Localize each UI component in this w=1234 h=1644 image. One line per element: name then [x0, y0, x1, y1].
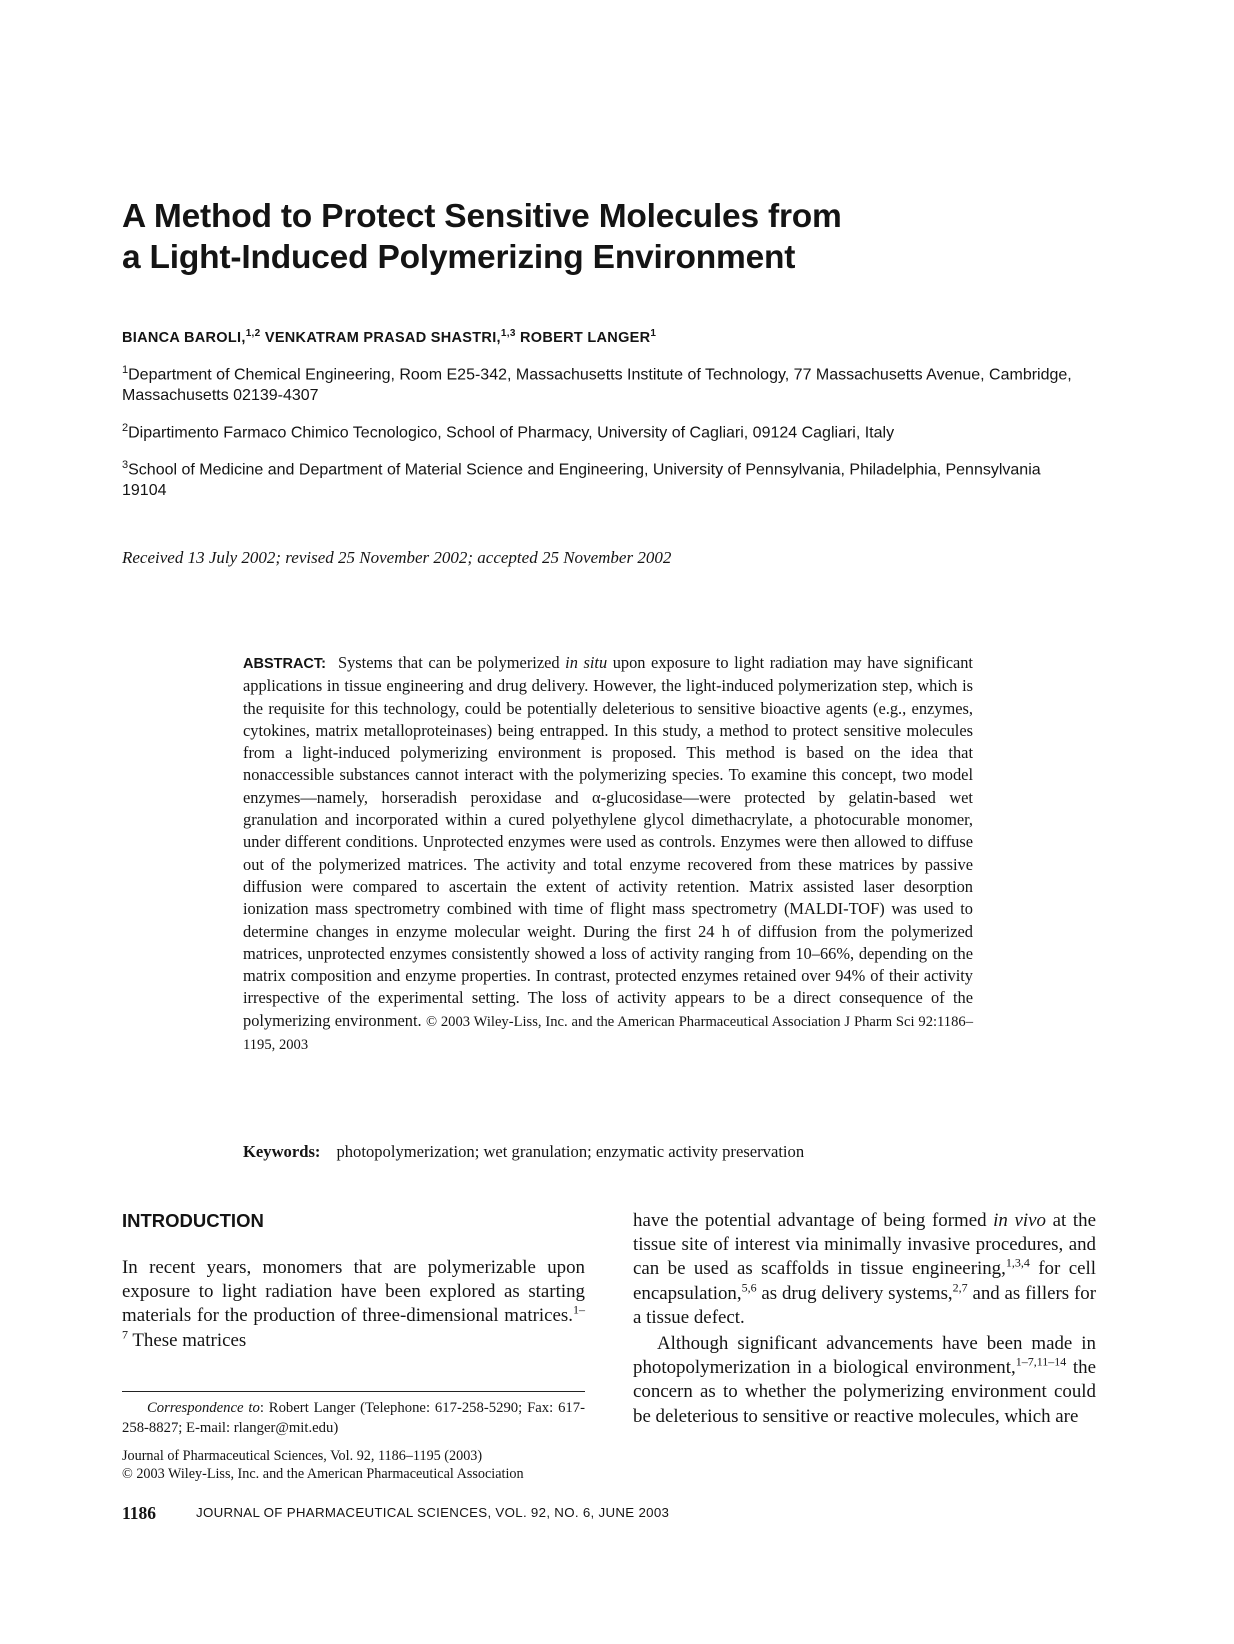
- affiliation: [122, 455, 1082, 501]
- correspondence-label: Correspondence to: [147, 1400, 260, 1416]
- paragraph-text: as drug delivery systems,: [756, 1282, 953, 1304]
- abstract-copyright: © 2003 Wiley-Liss, Inc. and the American Pharmaceutical Association J Pharm Sci 92:1186–1195, 2003: [243, 1013, 973, 1054]
- keywords: [243, 1142, 1003, 1162]
- keywords-label: Keywords:: [243, 1142, 321, 1161]
- received-dates: Received 13 July 2002; revised 25 November 2002; accepted 25 November 2002: [122, 548, 672, 567]
- page-number: 1186: [122, 1503, 157, 1523]
- affiliation-text: School of Medicine and Department of Material Science and Engineering, University of Pennsylvania, Philadelphia, Pennsylvania 19104: [122, 461, 1041, 500]
- paragraph: [633, 1209, 1096, 1330]
- citation-ref: 2,7: [952, 1280, 968, 1295]
- paragraph-text: and as fillers for a tissue defect.: [633, 1282, 1096, 1328]
- journal-line: Journal of Pharmaceutical Sciences, Vol. 92, 1186–1195 (2003): [122, 1448, 483, 1464]
- author-name: BIANCA BAROLI,: [122, 329, 246, 346]
- citation-ref: 5,6: [741, 1280, 757, 1295]
- title-line-1: A Method to Protect Sensitive Molecules from: [122, 198, 842, 235]
- correspondence-text: : Robert Langer (Telephone: 617-258-5290; Fax: 617-258-8827; E-mail: rlanger@mit.edu): [122, 1400, 585, 1436]
- affiliation-number: 3: [122, 459, 129, 471]
- abstract: [243, 652, 973, 1056]
- citation-ref: 1–7,11–14: [1015, 1354, 1067, 1369]
- body-column-left: [122, 1256, 585, 1353]
- correspondence-footnote: [122, 1399, 585, 1438]
- paragraph-text: at the tissue site of interest via minimally invasive procedures, and can be used as scaffolds in tissue engineering,: [633, 1210, 1096, 1280]
- affiliation: [122, 360, 1082, 406]
- copyright-line: © 2003 Wiley-Liss, Inc. and the American Pharmaceutical Association: [122, 1465, 524, 1482]
- affiliation-text: Department of Chemical Engineering, Room E25-342, Massachusetts Institute of Technology, 77 Massachusetts Avenue, Cambridge, Massachusetts 02139-4307: [122, 366, 1072, 405]
- section-heading: INTRODUCTION: [122, 1210, 264, 1231]
- abstract-italic: in situ: [565, 653, 608, 672]
- author-name: ROBERT LANGER: [520, 329, 651, 346]
- author-name: VENKATRAM PRASAD SHASTRI,: [264, 329, 501, 346]
- paragraph-text: These matrices: [128, 1329, 247, 1351]
- keywords-text: photopolymerization; wet granulation; enzymatic activity preservation: [336, 1142, 805, 1161]
- paragraph-text: have the potential advantage of being formed: [633, 1210, 994, 1231]
- affiliation: [122, 418, 1082, 443]
- body-column-right: [633, 1209, 1096, 1429]
- affiliation-text: Dipartimento Farmaco Chimico Tecnologico, School of Pharmacy, University of Cagliari, 09124 Cagliari, Italy: [128, 424, 895, 442]
- author-list: [122, 328, 656, 346]
- abstract-text: upon exposure to light radiation may have significant applications in tissue engineering and drug delivery. However, the light-induced polymerization step, which is the requisite for this technology, could be potentially deleterious to sensitive bioactive agents (e.g., enzymes, cytokines, matrix metalloproteinases) being entrapped. In this study, a method to protect sensitive molecules from a light-induced polymerizing environment is proposed. This method is based on the idea that nonaccessible substances cannot interact with the polymerizing species. To examine this concept, two model enzymes—namely, horseradish peroxidase and α-glucosidase—were protected by gelatin-based wet granulation and incorporated within a cured polyethylene glycol dimethacrylate, a photocurable monomer, under different conditions. Unprotected enzymes were used as controls. Enzymes were then allowed to diffuse out of the polymerized matrices. The activity and total enzyme recovered from these matrices by passive diffusion were compared to ascertain the extent of activity retention. Matrix assisted laser desorption ionization mass spectrometry combined with time of flight mass spectrometry (MALDI-TOF) was used to determine changes in enzyme molecular weight. During the first 24 h of diffusion from the polymerized matrices, unprotected enzymes consistently showed a loss of activity ranging from 10–66%, depending on the matrix composition and enzyme properties. In contrast, protected enzymes retained over 94% of their activity irrespective of the experimental setting. The loss of activity appears to be a direct consequence of the polymerizing environment.: [243, 653, 973, 1030]
- citation-ref: 1,3,4: [1005, 1256, 1030, 1271]
- author-affiliation-ref: 1: [650, 328, 657, 339]
- paragraph-text: the concern as to whether the polymerizing environment could be deleterious to sensitive or reactive molecules, which are: [633, 1357, 1096, 1427]
- paragraph-text: Although significant advancements have been made in photopolymerization in a biological environment,: [633, 1333, 1096, 1379]
- author-affiliation-ref: 1,2: [245, 328, 261, 339]
- paragraph-text: In recent years, monomers that are polymerizable upon exposure to light radiation have been explored as starting materials for the production of three-dimensional matrices.: [122, 1257, 585, 1327]
- author-affiliation-ref: 1,3: [500, 328, 516, 339]
- footnote-divider: [122, 1391, 585, 1392]
- affiliation-number: 1: [122, 364, 129, 376]
- running-footer: JOURNAL OF PHARMACEUTICAL SCIENCES, VOL. 92, NO. 6, JUNE 2003: [196, 1505, 670, 1520]
- italic-term: in vivo: [993, 1210, 1046, 1231]
- abstract-label: ABSTRACT:: [243, 656, 326, 672]
- article-title: [122, 196, 1022, 278]
- paragraph: [633, 1332, 1096, 1429]
- title-line-2: a Light-Induced Polymerizing Environment: [122, 239, 796, 276]
- paragraph-text: for cell encapsulation,: [633, 1258, 1096, 1304]
- affiliation-number: 2: [122, 422, 129, 434]
- citation-ref: 1–7: [122, 1303, 585, 1342]
- paragraph: [122, 1256, 585, 1353]
- abstract-text: Systems that can be polymerized: [337, 653, 566, 672]
- journal-info: [122, 1448, 585, 1483]
